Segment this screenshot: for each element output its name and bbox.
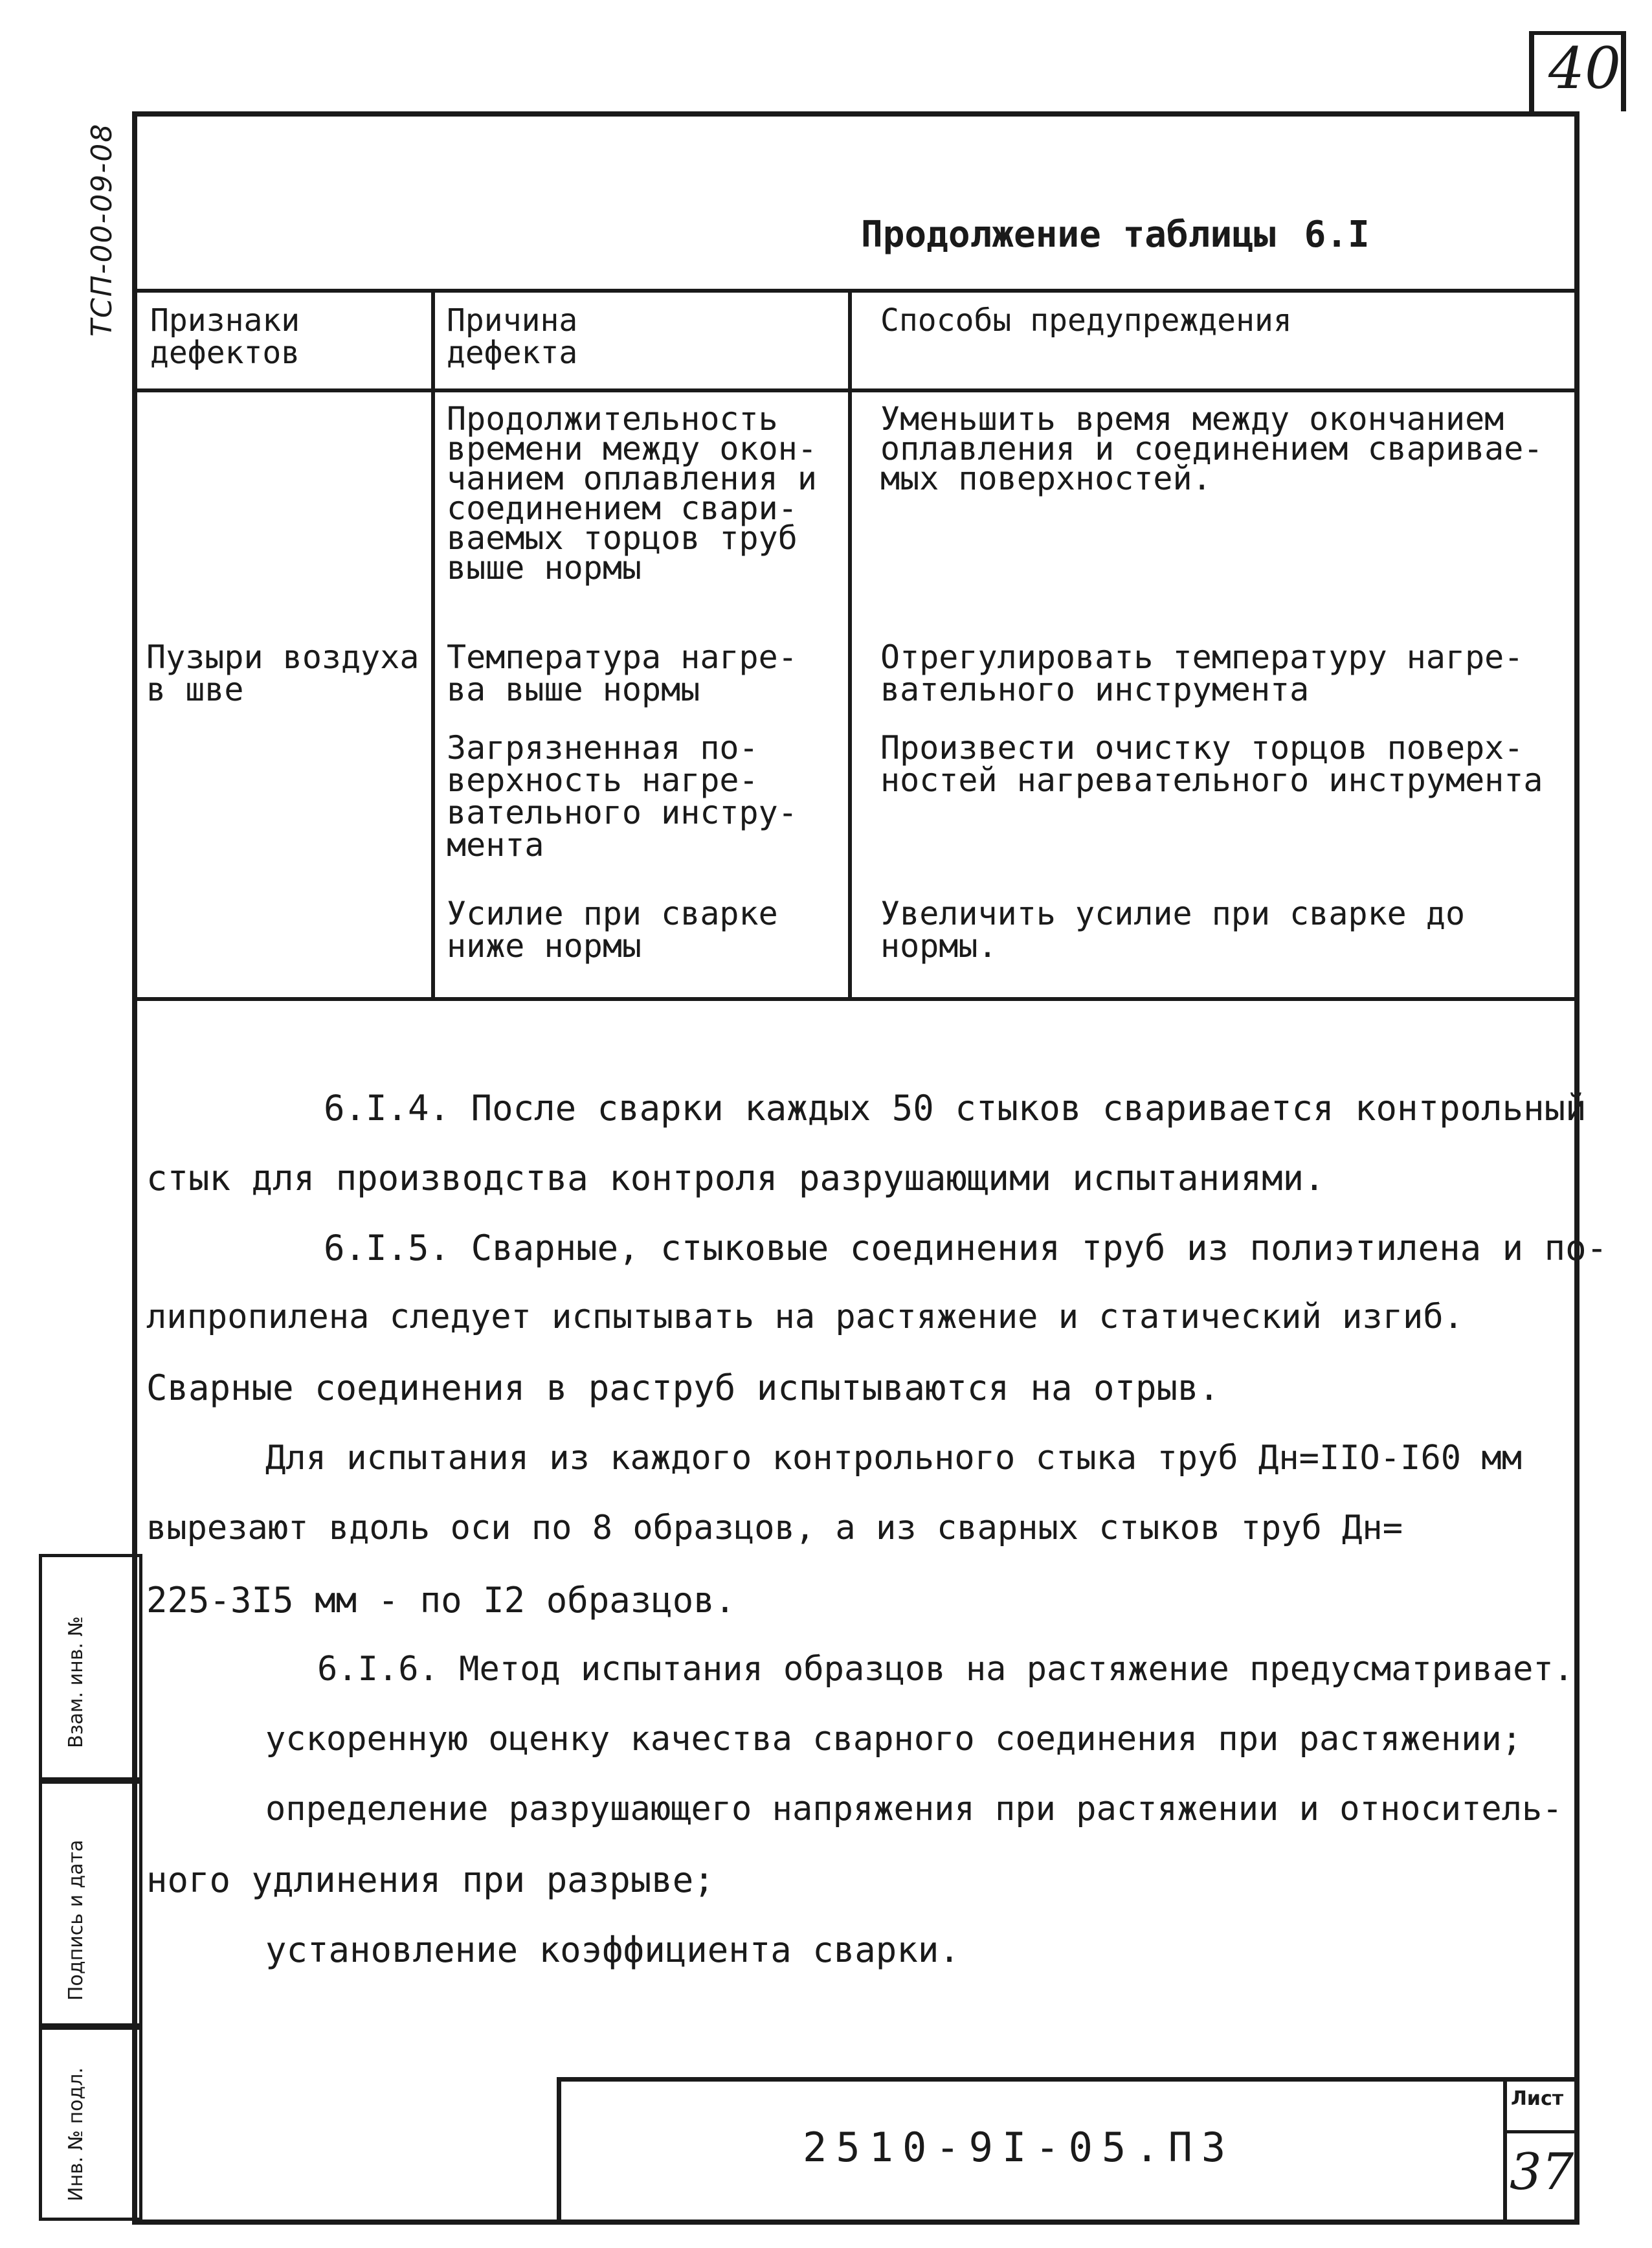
table-cause-cell: Продолжительность времени между окон- чанием оплавления и соединением свари- ваемых торцов труб выше нормы: [447, 400, 817, 587]
stamp-cell-signature-date: [39, 1781, 142, 2027]
table-title-text: Продолжение таблицы: [861, 214, 1276, 256]
header-defect-cause: Причина дефекта: [447, 302, 578, 371]
stamp-label-replacement-inv: Взам. инв. №: [65, 1616, 87, 1748]
body-line: стык для производства контроля разрушающими испытаниями.: [146, 1158, 1325, 1198]
body-line: Сварные соединения в раструб испытываются на отрыв.: [146, 1367, 1220, 1408]
document-code: 2510-9I-05.ПЗ: [803, 2124, 1235, 2171]
body-line: ного удлинения при разрыве;: [146, 1860, 715, 1900]
sheet-box-divider: [1503, 2130, 1579, 2133]
stamp-label-signature-date: Подпись и дата: [65, 1839, 87, 2001]
body-line: Для испытания из каждого контрольного стыка труб Дн=IIO-I60 мм: [265, 1439, 1523, 1478]
table-col-divider-1: [431, 289, 435, 1001]
corner-page-number: 40: [1548, 35, 1621, 102]
stamp-label-original-inv: Инв. № подл.: [65, 2067, 87, 2201]
table-cause-cell: Усилие при сварке ниже нормы: [447, 895, 778, 965]
stamp-cell-original-inv: [39, 2027, 142, 2221]
header-defect-signs: Признаки дефектов: [150, 302, 300, 371]
table-header-border: [137, 388, 1574, 392]
table-top-border: [137, 289, 1574, 293]
table-prevention-cell: Отрегулировать температуру нагре- вательного инструмента: [880, 638, 1524, 708]
body-line: 6.I.4. После сварки каждых 50 стыков сваривается контрольный: [324, 1088, 1587, 1129]
body-line: 6.I.5. Сварные, стыковые соединения труб из полиэтилена и по-: [324, 1228, 1608, 1268]
sheet-number: 37: [1510, 2143, 1574, 2201]
table-cause-cell: Загрязненная по- верхность нагре- вательного инстру- мента: [447, 729, 798, 864]
table-prevention-cell: Увеличить усилие при сварке до нормы.: [880, 895, 1466, 965]
defect-air-bubbles: Пузыри воздуха в шве: [146, 638, 419, 708]
body-line: установление коэффициента сварки.: [265, 1929, 960, 1970]
table-prevention-cell: Произвести очистку торцов поверх- ностей нагревательного инструмента: [880, 729, 1543, 799]
body-line: 225-3I5 мм - по I2 образцов.: [146, 1580, 736, 1621]
body-line: липропилена следует испытывать на растяжение и статический изгиб.: [146, 1298, 1464, 1336]
table-col-divider-2: [848, 289, 852, 1001]
sheet-label: Лист: [1511, 2087, 1564, 2110]
table-title: [861, 214, 1370, 256]
body-line: ускоренную оценку качества сварного соединения при растяжении;: [265, 1720, 1523, 1759]
body-line: 6.I.6. Метод испытания образцов на растяжение предусматривает.: [317, 1650, 1574, 1689]
body-line: вырезают вдоль оси по 8 образцов, а из сварных стыков труб Дн=: [146, 1509, 1403, 1547]
vertical-document-code: ТСП-00-09-08: [85, 122, 118, 337]
header-prevention-methods: Способы предупреждения: [880, 302, 1292, 339]
table-number: 6.I: [1304, 214, 1370, 256]
body-line: определение разрушающего напряжения при растяжении и относитель-: [265, 1790, 1563, 1828]
table-cause-cell: Температура нагре- ва выше нормы: [447, 638, 798, 708]
table-prevention-cell: Уменьшить время между окончанием оплавления и соединением свариваe- мых поверхностей.: [880, 400, 1543, 497]
table-bottom-border: [137, 997, 1574, 1001]
stamp-cell-replacement-inv: [39, 1554, 142, 1781]
